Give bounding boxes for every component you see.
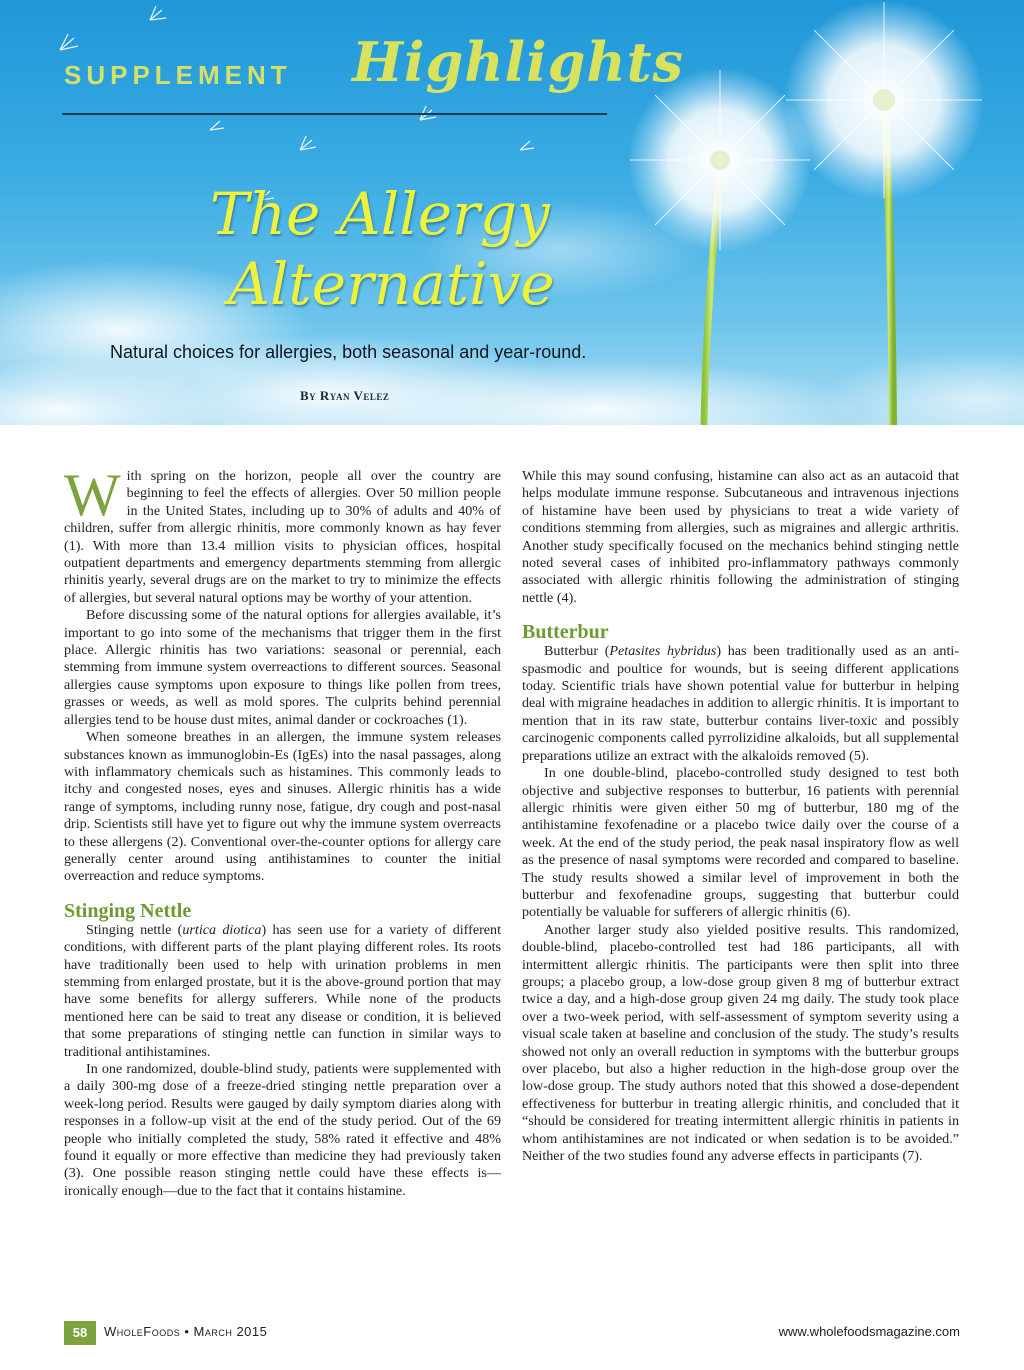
title-divider	[62, 113, 607, 115]
paragraph: Another larger study also yielded positive results. This randomized, double-blind, placebo-controlled test had 186 participants, all with intermittent allergic rhinitis. The participants were then split into three groups; a placebo group, a low-dose group given 8 mg of butterbur extract twice a day, and a high-dose group given 24 mg daily. The study took place over a two-week period, with self-assessment of symptom severity using a visual scale taken at baseline and conclusion of the study. The study’s results showed not only an overall reduction in symptoms with the butterbur groups over placebo, but also a higher reduction in the high-dose group over the low-dose group. The study authors noted that this showed a dose-dependent effectiveness for butterbur in treating allergic rhinitis, and concluded that it “should be considered for treating intermittent allergic rhinitis in patients in whom antihistamines are not indicated or when sedation is to be avoided.” Neither of the two studies found any adverse effects in participants (7).	[522, 921, 959, 1165]
section-heading-butterbur: Butterbur	[522, 621, 609, 644]
article-column-left	[64, 462, 501, 1200]
drop-cap: W	[64, 462, 121, 528]
paragraph: Stinging nettle (urtica diotica) has seen use for a variety of different conditions, with different parts of the plant playing different roles. Its roots have traditionally been used to help with urination problems in men stemming from enlarged prostate, but it is the above-ground portion that may have some benefits for allergy sufferers. While none of the products mentioned here can be said to treat any disease or condition, it is believed that some preparations of stinging nettle can function in similar ways to traditional antihistamines.	[64, 921, 501, 1060]
article-title-line-1: The Allergy	[210, 180, 550, 248]
magazine-issue: WholeFoods • March 2015	[104, 1324, 268, 1339]
article-subtitle: Natural choices for allergies, both seasonal and year-round.	[110, 342, 587, 362]
paragraph: With spring on the horizon, people all over the country are beginning to feel the effects of allergies. Over 50 million people in the United States, including up to 30% of adults and 40% of children, suffer from allergic rhinitis, more commonly known as hay fever (1). With more than 13.4 million visits to physician offices, hospital outpatient departments and emergency departments stemming from allergic rhinitis yearly, several drugs are on the market to try to minimize the effects of allergies, but several natural options may be worthy of your attention.	[64, 462, 501, 606]
paragraph: While this may sound confusing, histamine can also act as an autacoid that helps modulate immune response. Subcutaneous and intravenous injections of histamine have been used by physicians to treat a wide variety of conditions stemming from allergies, such as migraines and allergic arthritis. Another study specifically focused on the mechanics behind stinging nettle noted several cases of inhibited pro-inflammatory pathways commonly associated with allergic rhinitis following the administration of stinging nettle (4).	[522, 468, 959, 606]
paragraph: Butterbur (Petasites hybridus) has been traditionally used as an anti-spasmodic and poultice for wounds, but is seeing different applications today. Scientific trials have shown potential value for butterbur in helping deal with migraine headaches in addition to allergic rhinitis. It is important to mention that in its raw state, butterbur contains liver-toxic and possibly carcinogenic components called pyrrolizidine alkaloids, but all supplemental preparations utilize an extract with the alkaloids removed (5).	[522, 643, 959, 764]
section-heading-stinging-nettle: Stinging Nettle	[64, 899, 192, 922]
paragraph: When someone breathes in an allergen, the immune system releases substances known as immunoglobin-Es (IgEs) into the nasal passages, along with inflammatory chemicals such as histamines. This commonly leads to itchy and congested noses, eyes and sinuses. Allergic rhinitis has a wide range of symptoms, including runny nose, fatigue, dry cough and post-nasal drip. Scientists still have yet to figure out why the immune system overreacts to these allergens (2). Conventional over-the-counter options for allergy care generally center around using antihistamines to counter the initial overreaction and reduce symptoms.	[64, 729, 501, 885]
article-title-line-2: Alternative	[228, 250, 555, 318]
paragraph: In one randomized, double-blind study, patients were supplemented with a daily 300-mg dose of a freeze-dried stinging nettle preparation over a week-long period. Results were gauged by daily symptom diaries along with responses in a follow-up visit at the end of the study period. Out of the 69 people who initially completed the study, 58% rated it effective and 48% found it equally or more effective than medicine they had previously taken (3). One possible reason stinging nettle could have these effects is—ironically enough—due to the fact that it contains histamine.	[64, 1061, 501, 1199]
paragraph: Before discussing some of the natural options for allergies available, it’s important to go into some of the mechanisms that trigger them in the first place. Allergic rhinitis has two variations: seasonal or perennial, each stemming from immune system overreactions to different sources. Seasonal allergies cause symptoms upon exposure to things like pollen from trees, grasses or weeds, as well as mold spores. The culprits behind perennial allergies tend to be house dust mites, animal dander or cockroaches (1).	[64, 607, 501, 728]
magazine-url[interactable]: www.wholefoodsmagazine.com	[778, 1324, 960, 1339]
page-number: 58	[64, 1321, 96, 1345]
article-column-right	[522, 468, 959, 1165]
hero-banner	[0, 0, 1024, 425]
paragraph: In one double-blind, placebo-controlled study designed to test both objective and subjective responses to butterbur, 16 patients with perennial allergic rhinitis were given either 50 mg of butterbur, 180 mg of the antihistamine fexofenadine or a placebo twice daily over the course of a week. At the end of the study period, the peak nasal inspiratory flow as well as the presence of nasal symptoms were recorded and compared to baseline. The study results showed a similar level of improvement in both the butterbur and fexofenadine groups, suggesting that butterbur could potentially be valuable for sufferers of allergic rhinitis (6).	[522, 765, 959, 921]
section-label: SUPPLEMENT	[64, 60, 292, 90]
section-script-title: Highlights	[352, 30, 684, 94]
byline: By Ryan Velez	[300, 388, 390, 403]
